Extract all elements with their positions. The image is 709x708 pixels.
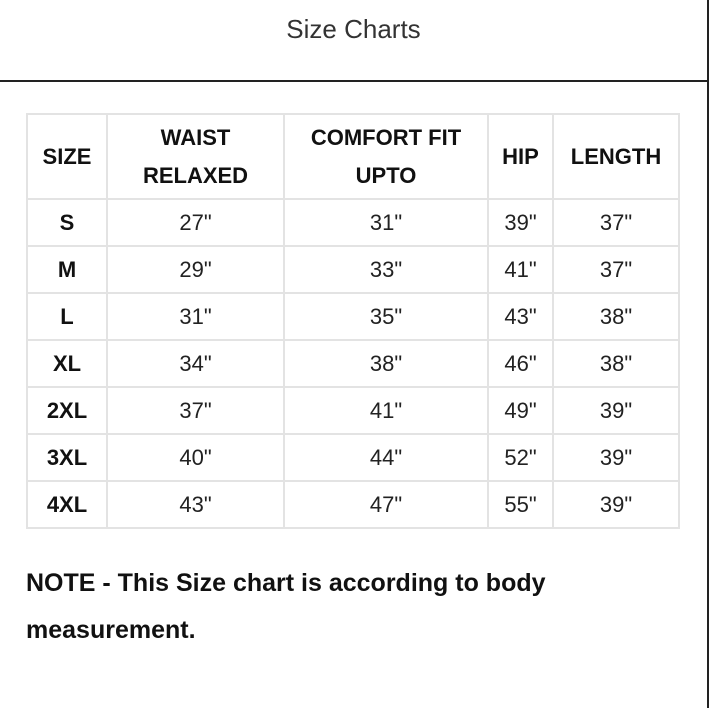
hip-cell: 46" bbox=[488, 340, 553, 387]
column-header-label: UPTO bbox=[355, 162, 417, 188]
column-header-label: LENGTH bbox=[570, 143, 662, 169]
length-cell: 39" bbox=[553, 387, 679, 434]
waist-cell: 29" bbox=[107, 246, 284, 293]
size-cell: XL bbox=[27, 340, 107, 387]
waist-cell: 34" bbox=[107, 340, 284, 387]
size-cell: M bbox=[27, 246, 107, 293]
table-header-row bbox=[27, 114, 679, 199]
length-cell: 38" bbox=[553, 293, 679, 340]
column-header-length bbox=[553, 114, 679, 199]
table-row bbox=[27, 387, 679, 434]
table-row bbox=[27, 293, 679, 340]
waist-cell: 43" bbox=[107, 481, 284, 528]
size-chart-table bbox=[26, 113, 680, 529]
table-row bbox=[27, 340, 679, 387]
length-cell: 38" bbox=[553, 340, 679, 387]
comfort-fit-cell: 47" bbox=[284, 481, 488, 528]
hip-cell: 41" bbox=[488, 246, 553, 293]
column-header-hip bbox=[488, 114, 553, 199]
length-cell: 37" bbox=[553, 246, 679, 293]
comfort-fit-cell: 44" bbox=[284, 434, 488, 481]
column-header-comfort-fit bbox=[284, 114, 488, 199]
table-row bbox=[27, 481, 679, 528]
column-header-label: COMFORT FIT bbox=[310, 124, 462, 150]
length-cell: 39" bbox=[553, 481, 679, 528]
size-chart-note: NOTE - This Size chart is according to body measurement. bbox=[26, 569, 546, 644]
comfort-fit-cell: 41" bbox=[284, 387, 488, 434]
size-cell: 3XL bbox=[27, 434, 107, 481]
waist-cell: 37" bbox=[107, 387, 284, 434]
size-cell: L bbox=[27, 293, 107, 340]
column-header-label: RELAXED bbox=[142, 162, 249, 188]
table-row bbox=[27, 434, 679, 481]
column-header-size bbox=[27, 114, 107, 199]
comfort-fit-cell: 33" bbox=[284, 246, 488, 293]
table-row bbox=[27, 199, 679, 246]
hip-cell: 49" bbox=[488, 387, 553, 434]
size-cell: 2XL bbox=[27, 387, 107, 434]
comfort-fit-cell: 35" bbox=[284, 293, 488, 340]
column-header-label: HIP bbox=[502, 143, 539, 169]
page-title: Size Charts bbox=[286, 14, 421, 44]
size-cell: 4XL bbox=[27, 481, 107, 528]
comfort-fit-cell: 38" bbox=[284, 340, 488, 387]
table-row bbox=[27, 246, 679, 293]
hip-cell: 55" bbox=[488, 481, 553, 528]
column-header-waist bbox=[107, 114, 284, 199]
length-cell: 39" bbox=[553, 434, 679, 481]
size-cell: S bbox=[27, 199, 107, 246]
waist-cell: 31" bbox=[107, 293, 284, 340]
page-header bbox=[0, 0, 709, 82]
hip-cell: 39" bbox=[488, 199, 553, 246]
column-header-label: SIZE bbox=[42, 143, 92, 169]
comfort-fit-cell: 31" bbox=[284, 199, 488, 246]
hip-cell: 52" bbox=[488, 434, 553, 481]
waist-cell: 27" bbox=[107, 199, 284, 246]
length-cell: 37" bbox=[553, 199, 679, 246]
waist-cell: 40" bbox=[107, 434, 284, 481]
column-header-label: WAIST bbox=[160, 124, 231, 150]
hip-cell: 43" bbox=[488, 293, 553, 340]
